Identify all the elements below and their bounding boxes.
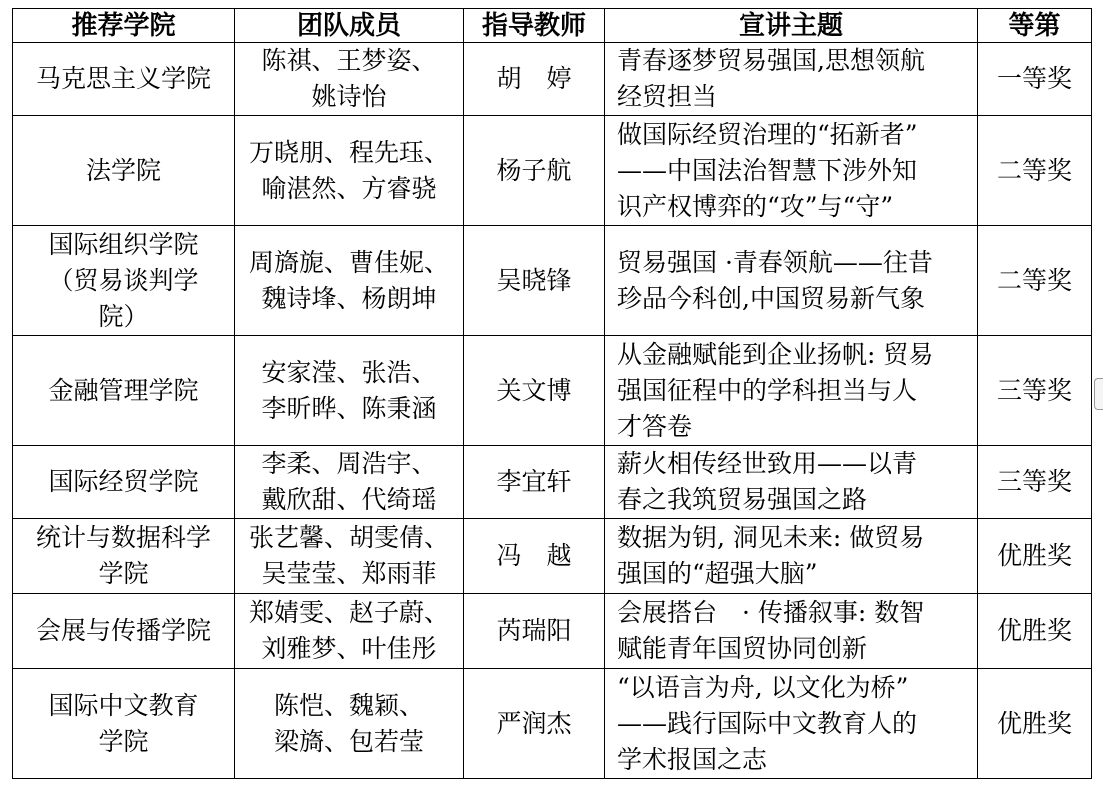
grade-cell: 三等奖 <box>978 446 1092 519</box>
header-grade: 等第 <box>978 9 1092 43</box>
members-cell: 万晓朋、程先珏、 喻湛然、方睿骁 <box>235 116 464 226</box>
members-cell: 安家滢、张浩、 李昕晔、陈秉涵 <box>235 336 464 446</box>
table-row <box>13 116 1092 226</box>
scroll-edge-handle[interactable] <box>1094 378 1103 410</box>
grade-cell: 二等奖 <box>978 116 1092 226</box>
college-cell: 会展与传播学院 <box>13 594 235 669</box>
table-row <box>13 669 1092 779</box>
table-row <box>13 519 1092 594</box>
theme-cell: 做国际经贸治理的“拓新者” ——中国法治智慧下涉外知 识产权博弈的“攻”与“守” <box>605 116 978 226</box>
members-cell: 张艺馨、胡雯倩、 吴莹莹、郑雨菲 <box>235 519 464 594</box>
college-cell: 国际经贸学院 <box>13 446 235 519</box>
advisor-cell: 芮瑞阳 <box>464 594 605 669</box>
theme-cell: 薪火相传经世致用——以青 春之我筑贸易强国之路 <box>605 446 978 519</box>
members-cell: 周旖旎、曹佳妮、 魏诗埄、杨朗坤 <box>235 226 464 336</box>
header-members: 团队成员 <box>235 9 464 43</box>
advisor-cell: 严润杰 <box>464 669 605 779</box>
theme-cell: 数据为钥, 洞见未来: 做贸易 强国的“超强大脑” <box>605 519 978 594</box>
theme-cell: “以语言为舟, 以文化为桥” ——践行国际中文教育人的 学术报国之志 <box>605 669 978 779</box>
advisor-cell: 关文博 <box>464 336 605 446</box>
header-row <box>13 9 1092 43</box>
grade-cell: 二等奖 <box>978 226 1092 336</box>
header-advisor: 指导教师 <box>464 9 605 43</box>
college-cell: 法学院 <box>13 116 235 226</box>
grade-cell: 优胜奖 <box>978 594 1092 669</box>
table-row <box>13 594 1092 669</box>
theme-cell: 青春逐梦贸易强国,思想领航 经贸担当 <box>605 43 978 116</box>
table-row <box>13 226 1092 336</box>
theme-cell: 贸易强国 ·青春领航——往昔 珍品今科创,中国贸易新气象 <box>605 226 978 336</box>
table-row <box>13 446 1092 519</box>
college-cell: 国际中文教育 学院 <box>13 669 235 779</box>
members-cell: 郑婧雯、赵子蔚、 刘雅梦、叶佳彤 <box>235 594 464 669</box>
table-row <box>13 43 1092 116</box>
members-cell: 陈祺、王梦姿、 姚诗怡 <box>235 43 464 116</box>
grade-cell: 三等奖 <box>978 336 1092 446</box>
awards-table <box>12 8 1092 779</box>
advisor-cell: 吴晓锋 <box>464 226 605 336</box>
table-row <box>13 336 1092 446</box>
advisor-cell: 李宜轩 <box>464 446 605 519</box>
college-cell: 金融管理学院 <box>13 336 235 446</box>
members-cell: 陈恺、魏颖、 梁旖、包若莹 <box>235 669 464 779</box>
header-theme: 宣讲主题 <box>605 9 978 43</box>
advisor-cell: 胡 婷 <box>464 43 605 116</box>
members-cell: 李柔、周浩宇、 戴欣甜、代绮瑶 <box>235 446 464 519</box>
advisor-cell: 杨子航 <box>464 116 605 226</box>
grade-cell: 优胜奖 <box>978 669 1092 779</box>
college-cell: 统计与数据科学 学院 <box>13 519 235 594</box>
college-cell: 马克思主义学院 <box>13 43 235 116</box>
grade-cell: 一等奖 <box>978 43 1092 116</box>
college-cell: 国际组织学院 （贸易谈判学 院） <box>13 226 235 336</box>
grade-cell: 优胜奖 <box>978 519 1092 594</box>
theme-cell: 从金融赋能到企业扬帆: 贸易 强国征程中的学科担当与人 才答卷 <box>605 336 978 446</box>
theme-cell: 会展搭台 · 传播叙事: 数智 赋能青年国贸协同创新 <box>605 594 978 669</box>
header-college: 推荐学院 <box>13 9 235 43</box>
advisor-cell: 冯 越 <box>464 519 605 594</box>
